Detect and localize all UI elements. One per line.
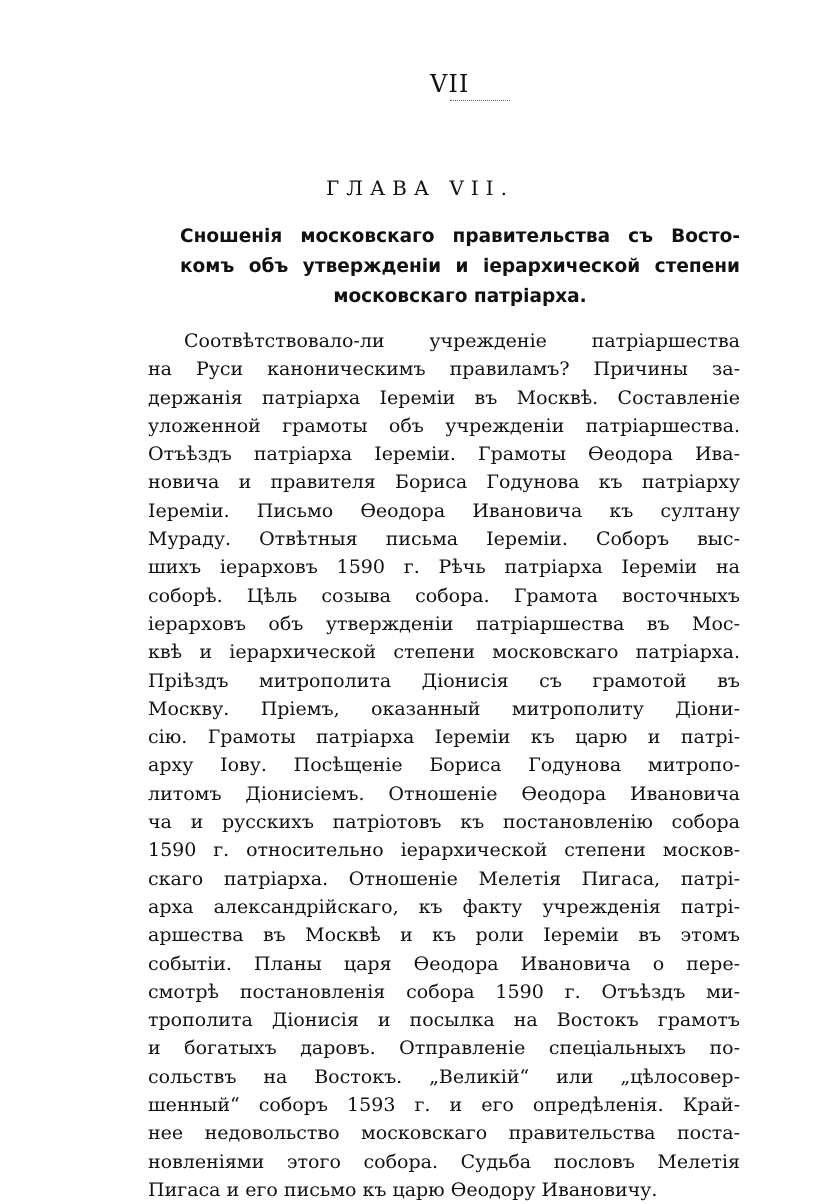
summary-line: и богатыхъ даровъ. Отправленіе спеціальныхъ по- bbox=[148, 1037, 740, 1060]
page-number-rule bbox=[450, 100, 510, 101]
summary-line: Пріѣздъ митрополита Діонисія съ грамотой въ bbox=[148, 669, 740, 692]
summary-line: Москву. Пріемъ, оказанный митрополиту Діони- bbox=[148, 697, 740, 720]
summary-line: Пигаса и его письмо къ царю Ѳеодору Ивановичу. bbox=[148, 1178, 658, 1201]
summary-line: сію. Грамоты патріарха Іереміи къ царю и патрі- bbox=[148, 726, 740, 749]
chapter-heading: ГЛАВА VII. bbox=[326, 176, 514, 200]
chapter-title-line: комъ объ утвержденіи и іерархической степени bbox=[180, 256, 740, 277]
summary-line: новленіями этого собора. Судьба пословъ Мелетія bbox=[148, 1150, 740, 1173]
summary-line: трополита Діонисія и посылка на Востокъ грамотъ bbox=[148, 1009, 740, 1032]
summary-line: событіи. Планы царя Ѳеодора Ивановича о пере- bbox=[148, 952, 740, 975]
summary-line: арха александрійскаго, къ факту учрежденія патрі- bbox=[148, 895, 740, 918]
summary-line: Мураду. Отвѣтныя письма Іереміи. Соборъ выс- bbox=[148, 528, 740, 551]
chapter-title bbox=[180, 222, 740, 312]
summary-line: новича и правителя Бориса Годунова къ патріарху bbox=[148, 471, 740, 494]
summary-line: уложенной грамоты объ учрежденіи патріаршества. bbox=[148, 414, 740, 437]
summary-line: Соотвѣтствовало-ли учрежденіе патріаршества bbox=[184, 330, 740, 352]
summary-line: іерарховъ объ утвержденіи патріаршества въ Мос- bbox=[148, 612, 740, 635]
chapter-title-line: московскаго патріарха. bbox=[333, 286, 587, 307]
summary-line: литомъ Діонисіемъ. Отношеніе Ѳеодора Ивановича bbox=[148, 782, 740, 805]
chapter-summary bbox=[148, 327, 740, 1204]
summary-line: соборѣ. Цѣль созыва собора. Грамота восточныхъ bbox=[148, 584, 740, 607]
summary-line: держанія патріарха Іереміи въ Москвѣ. Составленіе bbox=[148, 386, 740, 409]
summary-line: аршества въ Москвѣ и къ роли Іереміи въ этомъ bbox=[148, 924, 740, 947]
page-number: VII bbox=[430, 70, 470, 98]
summary-line: нее недовольство московскаго правительства поста- bbox=[148, 1122, 740, 1145]
summary-line: смотрѣ постановленія собора 1590 г. Отъѣздъ ми- bbox=[148, 980, 740, 1003]
summary-line: шенный“ соборъ 1593 г. и его опредѣленія. Край- bbox=[148, 1094, 740, 1117]
summary-line: ча и русскихъ патріотовъ къ постановленію собора bbox=[148, 811, 740, 834]
summary-line: Іереміи. Письмо Ѳеодора Ивановича къ султану bbox=[148, 499, 740, 522]
summary-line: 1590 г. относительно іерархической степени москов- bbox=[148, 839, 740, 862]
summary-line: Отъѣздъ патріарха Іереміи. Грамоты Ѳеодора Ива- bbox=[148, 443, 740, 466]
summary-line: на Руси каноническимъ правиламъ? Причины за- bbox=[148, 358, 740, 381]
chapter-title-line: Сношенія московскаго правительства съ Восто- bbox=[180, 226, 740, 247]
summary-line: шихъ іерарховъ 1590 г. Рѣчь патріарха Іереміи на bbox=[148, 556, 740, 579]
summary-line: квѣ и іерархической степени московскаго патріарха. bbox=[148, 641, 740, 664]
summary-line: сольствъ на Востокъ. „Великій“ или „цѣлосовер- bbox=[148, 1065, 740, 1088]
summary-line: скаго патріарха. Отношеніе Мелетія Пигаса, патрі- bbox=[148, 867, 740, 890]
summary-line: арху Іову. Посѣщеніе Бориса Годунова митропо- bbox=[148, 754, 740, 777]
